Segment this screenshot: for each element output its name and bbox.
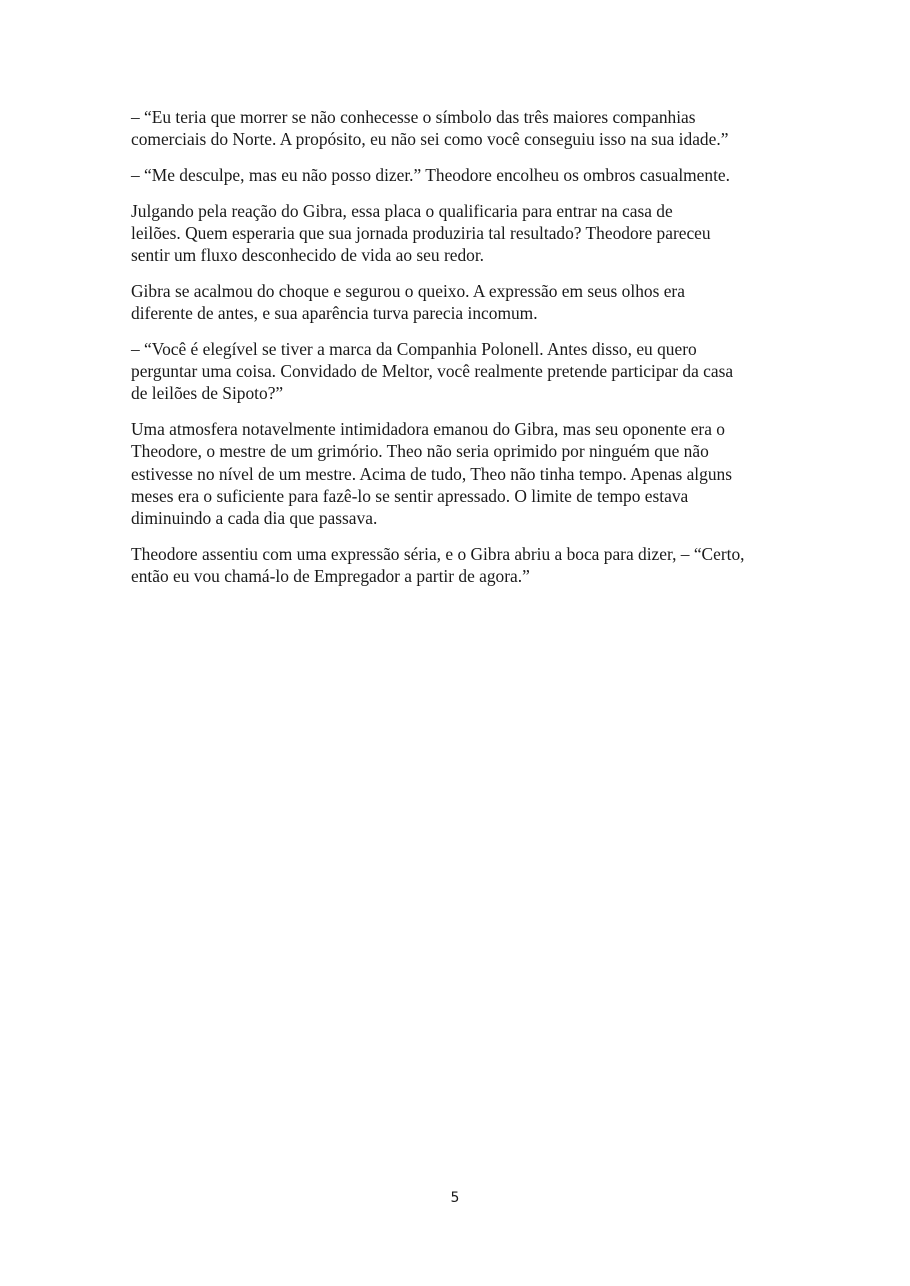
text-line: diferente de antes, e sua aparência turva parecia incomum. [131,303,538,324]
text-line: perguntar uma coisa. Convidado de Meltor, você realmente pretende participar da casa [131,361,734,382]
page-number: 5 [450,1190,460,1206]
text-line: então eu vou chamá-lo de Empregador a partir de agora.” [131,566,530,587]
text-line: Gibra se acalmou do choque e segurou o queixo. A expressão em seus olhos era [131,281,685,301]
page-body [131,106,791,601]
text-line: leilões. Quem esperaria que sua jornada produziria tal resultado? Theodore pareceu [131,223,711,243]
text-line: Theodore, o mestre de um grimório. Theo não seria oprimido por ninguém que não [131,441,709,462]
text-line: – “Me desculpe, mas eu não posso dizer.” Theodore encolheu os ombros casualmente. [131,165,730,185]
paragraph-7 [131,543,791,587]
text-line: – “Você é elegível se tiver a marca da Companhia Polonell. Antes disso, eu quero [131,339,697,359]
paragraph-6 [131,418,791,529]
text-line: estivesse no nível de um mestre. Acima de tudo, Theo não tinha tempo. Apenas alguns [131,463,732,484]
text-line: comerciais do Norte. A propósito, eu não sei como você conseguiu isso na sua idade.” [131,129,729,150]
text-line: meses era o suficiente para fazê-lo se sentir apressado. O limite de tempo estava [131,485,689,506]
paragraph-3 [131,200,791,267]
text-line: de leilões de Sipoto?” [131,383,284,404]
text-line: – “Eu teria que morrer se não conhecesse o símbolo das três maiores companhias [131,107,696,127]
text-line: Theodore assentiu com uma expressão séria, e o Gibra abriu a boca para dizer, – “Certo, [131,543,745,564]
text-line: Uma atmosfera notavelmente intimidadora emanou do Gibra, mas seu oponente era o [131,419,725,440]
text-line: Julgando pela reação do Gibra, essa placa o qualificaria para entrar na casa de [131,200,673,221]
text-line: sentir um fluxo desconhecido de vida ao seu redor. [131,245,485,266]
text-line: diminuindo a cada dia que passava. [131,508,378,529]
paragraph-2 [131,164,791,186]
paragraph-4 [131,280,791,324]
paragraph-1 [131,106,791,150]
paragraph-5 [131,338,791,405]
